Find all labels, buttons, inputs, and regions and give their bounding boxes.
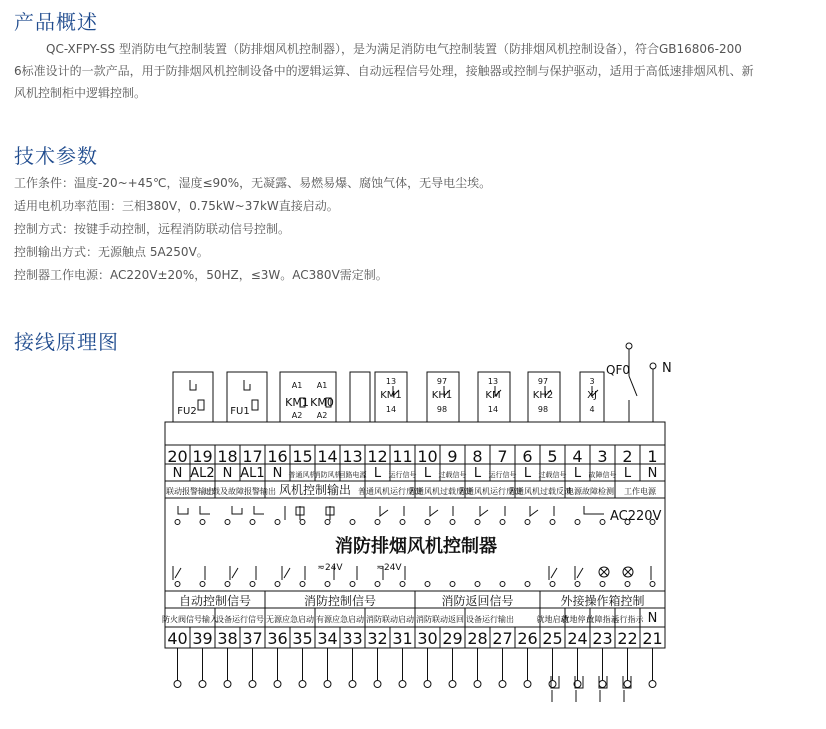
km-contact-label: 13 — [487, 377, 499, 386]
top-terminal-signal: N — [222, 466, 233, 481]
top-terminal-number: 5 — [547, 447, 558, 466]
top-terminal-number: 1 — [647, 447, 658, 466]
relay-terminal-dot — [575, 582, 580, 587]
top-terminal-signal: 过载信号 — [438, 471, 467, 479]
top-terminal-signal: 故障信号 — [588, 471, 617, 479]
bottom-terminal-number: 23 — [592, 629, 613, 648]
terminal-screw — [349, 681, 356, 688]
relay-terminal-dot — [400, 582, 405, 587]
top-terminal-signal: AL2 — [190, 466, 215, 481]
bottom-terminal-number: 34 — [317, 629, 338, 648]
top-terminal-number: 19 — [192, 447, 213, 466]
top-terminal-number: 9 — [447, 447, 458, 466]
bottom-group-label: 外接操作箱控制 — [560, 594, 645, 608]
dc-24v-label: ≂24V — [317, 563, 343, 573]
top-terminal-signal: L — [473, 466, 482, 481]
relay-terminal-dot — [450, 520, 455, 525]
bottom-subgroup-label: 设备运行信号 — [216, 615, 264, 624]
terminal-screw — [174, 681, 181, 688]
top-group-label: 电源故障检测 — [566, 487, 614, 496]
relay-terminal-dot — [225, 520, 230, 525]
terminal-screw — [449, 681, 456, 688]
top-terminal-number: 4 — [572, 447, 583, 466]
relay-terminal-dot — [525, 582, 530, 587]
relay-terminal-dot — [625, 582, 630, 587]
relay-terminal-dot — [250, 582, 255, 587]
top-terminal-number: 14 — [317, 447, 338, 466]
bottom-subgroup-label: 防火阀信号输入 — [162, 615, 218, 624]
top-terminal-number: 6 — [522, 447, 533, 466]
top-group-label: 联动报警输出 — [166, 487, 214, 496]
bottom-subgroup-label: 消防联动启动 — [366, 615, 414, 624]
bottom-subgroup-label: 设备运行输出 — [466, 615, 514, 624]
bottom-terminal-number: 40 — [167, 629, 188, 648]
relay-terminal-dot — [250, 520, 255, 525]
relay-terminal-dot — [450, 582, 455, 587]
bottom-subgroup-label: 就地停止 — [561, 615, 594, 624]
km1-coil-label: KM1 — [285, 396, 309, 409]
bottom-subgroup-label: N — [647, 611, 658, 626]
km0-coil-label: A1 — [316, 381, 328, 390]
bottom-terminal-number: 37 — [242, 629, 263, 648]
relay-terminal-dot — [175, 582, 180, 587]
overview-title: 产品概述 — [14, 10, 98, 34]
bottom-terminal-number: 27 — [492, 629, 513, 648]
relay-terminal-dot — [600, 582, 605, 587]
overview-line-3: 风机控制柜中逻辑控制。 — [14, 86, 147, 100]
top-terminal-number: 20 — [167, 447, 188, 466]
device-name: 消防排烟风机控制器 — [335, 536, 497, 557]
kh2-contact-label: KH2 — [532, 390, 554, 401]
relay-terminal-dot — [325, 520, 330, 525]
dc-24v-label: ≂24V — [376, 563, 402, 573]
xj-contact-label: 4 — [589, 405, 595, 414]
relay-terminal-dot — [175, 520, 180, 525]
relay-terminal-dot — [475, 520, 480, 525]
bottom-terminal-number: 28 — [467, 629, 488, 648]
bottom-subgroup-label: 就地启动 — [536, 615, 569, 624]
km1-contact-label: 14 — [385, 405, 397, 414]
spec-item: 控制器工作电源：AC220V±20%，50HZ，≤3W。AC380V需定制。 — [14, 268, 388, 282]
top-terminal-signal: 过载信号 — [538, 471, 567, 479]
relay-terminal-dot — [200, 520, 205, 525]
relay-terminal-dot — [550, 582, 555, 587]
top-terminal-number: 15 — [292, 447, 313, 466]
spec-item: 适用电机功率范围：三相380V，0.75kW~37kW直接启动。 — [14, 199, 339, 213]
wiring-title: 接线原理图 — [14, 330, 119, 354]
bottom-subgroup-label: 无源应急启动 — [266, 615, 314, 624]
relay-terminal-dot — [275, 520, 280, 525]
relay-terminal-dot — [350, 520, 355, 525]
overview-line-1: QC-XFPY-SS 型消防电气控制装置（防排烟风机控制器），是为满足消防电气控制装置（防排烟风机控制设备），符合GB16806-200 — [46, 42, 742, 56]
spec-item: 工作条件：温度-20~+45℃，湿度≤90%，无凝露、易燃易爆、腐蚀气体，无导电尘埃。 — [14, 176, 492, 190]
km1-contact-label: KM1 — [380, 390, 402, 401]
top-terminal-signal: N — [272, 466, 283, 481]
km-contact-label: KM — [485, 390, 501, 401]
top-terminal-number: 10 — [417, 447, 438, 466]
kh1-contact-label: KH1 — [431, 390, 453, 401]
spec-item: 控制输出方式：无源触点 5A250V。 — [14, 245, 209, 259]
relay-terminal-dot — [600, 520, 605, 525]
bottom-terminal-number: 21 — [642, 629, 663, 648]
top-group-label: 普通风机运行反馈 — [458, 487, 522, 496]
xj-contact-label: XJ — [587, 390, 597, 401]
top-group-label: 工作电源 — [624, 487, 656, 496]
relay-terminal-dot — [500, 582, 505, 587]
relay-terminal-dot — [300, 520, 305, 525]
top-terminal-number: 3 — [597, 447, 608, 466]
bottom-group-label: 自动控制信号 — [178, 594, 252, 608]
top-terminal-signal: L — [373, 466, 382, 481]
top-terminal-signal: 运行信号 — [388, 471, 417, 479]
top-terminal-number: 2 — [622, 447, 633, 466]
bottom-terminal-number: 30 — [417, 629, 438, 648]
terminal-screw — [274, 681, 281, 688]
relay-terminal-dot — [350, 582, 355, 587]
terminal-screw — [549, 681, 556, 688]
top-terminal-number: 8 — [472, 447, 483, 466]
top-terminal-number: 11 — [392, 447, 413, 466]
bottom-group-label: 消防控制信号 — [303, 594, 377, 608]
kh1-contact-label: 98 — [436, 405, 448, 414]
bottom-terminal-number: 29 — [442, 629, 463, 648]
relay-terminal-dot — [400, 520, 405, 525]
bottom-terminal-number: 25 — [542, 629, 563, 648]
bottom-subgroup-label: 故障指示 — [586, 615, 619, 624]
bottom-terminal-number: 38 — [217, 629, 238, 648]
supply-label: AC220V — [610, 509, 662, 524]
relay-terminal-dot — [300, 582, 305, 587]
n-label: N — [662, 361, 672, 376]
terminal-screw — [399, 681, 406, 688]
terminal-screw — [199, 681, 206, 688]
relay-terminal-dot — [375, 520, 380, 525]
km1-coil-label: A2 — [291, 411, 303, 420]
bottom-terminal-number: 24 — [567, 629, 588, 648]
terminal-screw — [649, 681, 656, 688]
kh2-contact-label: 97 — [537, 377, 549, 386]
top-terminal-signal: 消防风机 — [313, 471, 342, 479]
top-terminal-signal: L — [423, 466, 432, 481]
bottom-terminal-number: 22 — [617, 629, 638, 648]
top-terminal-signal: N — [172, 466, 183, 481]
top-terminal-number: 12 — [367, 447, 388, 466]
terminal-screw — [374, 681, 381, 688]
fu2-label: FU2 — [177, 406, 197, 417]
km1-contact-label: 13 — [385, 377, 397, 386]
kh2-contact-label: 98 — [537, 405, 549, 414]
terminal-screw — [624, 681, 631, 688]
terminal-screw — [474, 681, 481, 688]
bottom-terminal-number: 39 — [192, 629, 213, 648]
top-terminal-number: 18 — [217, 447, 238, 466]
terminal-screw — [249, 681, 256, 688]
top-terminal-number: 13 — [342, 447, 363, 466]
top-group-label: 普通风机运行反馈 — [358, 487, 422, 496]
top-group-label: 普通风机过载反馈 — [408, 487, 472, 496]
bottom-terminal-number: 33 — [342, 629, 363, 648]
relay-terminal-dot — [650, 582, 655, 587]
relay-terminal-dot — [325, 582, 330, 587]
relay-terminal-dot — [550, 520, 555, 525]
fu1-label: FU1 — [230, 406, 250, 417]
terminal-screw — [599, 681, 606, 688]
relay-terminal-dot — [275, 582, 280, 587]
terminal-screw — [524, 681, 531, 688]
top-terminal-signal: N — [647, 466, 658, 481]
relay-terminal-dot — [500, 520, 505, 525]
bottom-terminal-number: 35 — [292, 629, 313, 648]
top-terminal-signal: L — [623, 466, 632, 481]
bottom-terminal-number: 32 — [367, 629, 388, 648]
bottom-group-label: 消防返回信号 — [441, 594, 514, 608]
overview-line-2: 6标准设计的一款产品，用于防排烟风机控制设备中的逻辑运算、自动远程信号处理，接触器或控制与保护驱动，适用于高低速排烟风机、新 — [14, 64, 754, 78]
relay-terminal-dot — [475, 582, 480, 587]
top-terminal-signal: 回路电源 — [338, 471, 367, 479]
terminal-screw — [224, 681, 231, 688]
relay-terminal-dot — [425, 520, 430, 525]
top-terminal-signal: 运行信号 — [488, 471, 517, 479]
top-terminal-number: 7 — [497, 447, 508, 466]
terminal-screw — [424, 681, 431, 688]
kh1-contact-label: 97 — [436, 377, 448, 386]
relay-terminal-dot — [525, 520, 530, 525]
bottom-subgroup-label: 运行指示 — [611, 615, 644, 624]
top-terminal-number: 16 — [267, 447, 288, 466]
km1-coil-label: A1 — [291, 381, 303, 390]
xj-contact-label: 3 — [589, 377, 595, 386]
top-group-label: 过载及故障报警输出 — [204, 487, 276, 496]
top-group-label: 普通风机过载反馈 — [508, 487, 572, 496]
relay-terminal-dot — [200, 582, 205, 587]
top-terminal-signal: 普通风机 — [288, 471, 317, 479]
bottom-terminal-number: 36 — [267, 629, 288, 648]
top-group-label: 风机控制输出 — [278, 483, 352, 497]
relay-terminal-dot — [425, 582, 430, 587]
relay-terminal-dot — [225, 582, 230, 587]
relay-terminal-dot — [575, 520, 580, 525]
relay-terminal-dot — [375, 582, 380, 587]
bottom-terminal-number: 31 — [392, 629, 413, 648]
top-terminal-signal: L — [523, 466, 532, 481]
km-contact-label: 14 — [487, 405, 499, 414]
top-terminal-number: 17 — [242, 447, 263, 466]
bottom-subgroup-label: 有源应急启动 — [316, 615, 364, 624]
qf-label: QF0 — [606, 363, 630, 377]
terminal-screw — [299, 681, 306, 688]
spec-item: 控制方式：按键手动控制，远程消防联动信号控制。 — [14, 222, 291, 236]
top-terminal-signal: AL1 — [240, 466, 265, 481]
terminal-screw — [499, 681, 506, 688]
top-terminal-signal: L — [573, 466, 582, 481]
bottom-terminal-number: 26 — [517, 629, 538, 648]
km0-coil-label: A2 — [316, 411, 328, 420]
terminal-screw — [324, 681, 331, 688]
specs-title: 技术参数 — [14, 144, 98, 168]
km0-coil-label: KM0 — [310, 396, 334, 409]
bottom-subgroup-label: 消防联动返回 — [416, 615, 464, 624]
